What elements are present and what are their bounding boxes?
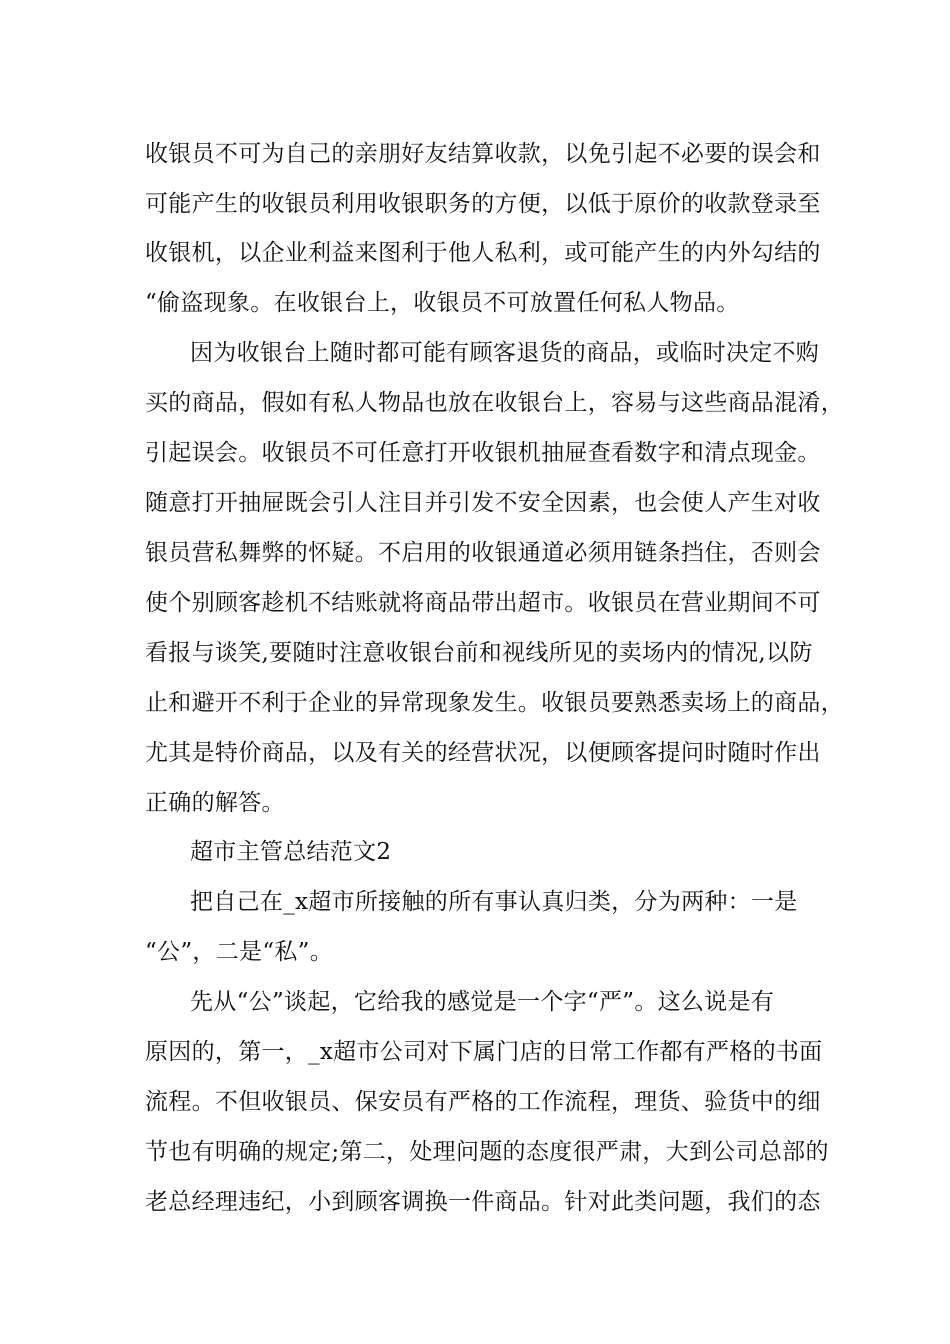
paragraph-line: 把自己在_x超市所接触的所有事认真归类，分为两种：一是 [190,889,798,915]
paragraph-line: 因为收银台上随时都可能有顾客退货的商品，或临时决定不购 [190,340,820,366]
paragraph-line: 流程。不但收银员、保安员有严格的工作流程，理货、验货中的细 [145,1089,821,1115]
paragraph-line: 看报与谈笑,要随时注意收银台前和视线所见的卖场内的情况,以防 [145,640,813,666]
paragraph-line: 使个别顾客趁机不结账就将商品带出超市。收银员在营业期间不可 [145,590,821,616]
paragraph-line: 可能产生的收银员利用收银职务的方便，以低于原价的收款登录至 [145,191,821,217]
paragraph-line: 正确的解答。 [145,790,285,816]
paragraph-line: 老总经理违纪，小到顾客调换一件商品。针对此类问题，我们的态 [145,1189,821,1215]
paragraph-line: 尤其是特价商品，以及有关的经营状况，以便顾客提问时随时作出 [145,740,821,766]
paragraph-line: 随意打开抽屉既会引人注目并引发不安全因素，也会使人产生对收 [145,490,821,516]
paragraph-line: 引起误会。收银员不可任意打开收银机抽屉查看数字和清点现金。 [145,440,821,466]
paragraph-line: 先从“公”谈起，它给我的感觉是一个字“严”。这么说是有 [190,989,775,1015]
paragraph-line: 节也有明确的规定;第二，处理问题的态度很严肃，大到公司总部的 [145,1139,829,1165]
paragraph-line: 收银机，以企业利益来图利于他人私利，或可能产生的内外勾结的 [145,240,821,266]
paragraph-line: 收银员不可为自己的亲朋好友结算收款，以免引起不必要的误会和 [145,141,821,167]
paragraph-line: 银员营私舞弊的怀疑。不启用的收银通道必须用链条挡住，否则会 [145,540,821,566]
paragraph-line: “偷盗现象。在收银台上，收银员不可放置任何私人物品。 [145,290,740,316]
paragraph-line: 止和避开不利于企业的异常现象发生。收银员要熟悉卖场上的商品， [145,690,844,716]
paragraph-line: 买的商品，假如有私人物品也放在收银台上，容易与这些商品混淆， [145,390,844,416]
section-heading: 超市主管总结范文2 [190,839,392,865]
paragraph-line: “公”，二是“私”。 [145,939,334,965]
paragraph-line: 原因的，第一，_x超市公司对下属门店的日常工作都有严格的书面 [145,1039,823,1065]
